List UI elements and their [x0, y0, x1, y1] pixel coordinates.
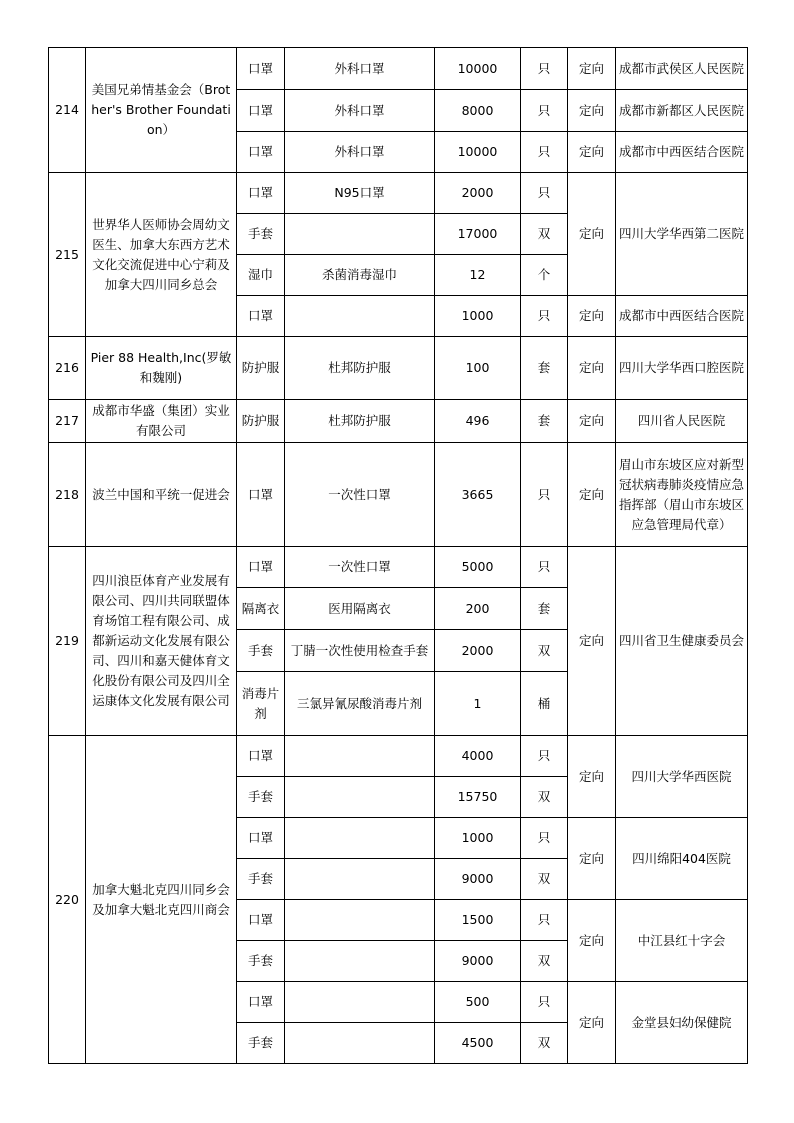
cell-quantity: 2000 [435, 630, 521, 672]
cell-donor: 成都市华盛（集团）实业有限公司 [86, 400, 237, 443]
cell-unit: 套 [521, 588, 568, 630]
cell-method: 定向 [568, 296, 616, 337]
cell-item-name [285, 777, 435, 818]
cell-unit: 套 [521, 400, 568, 443]
cell-recipient: 四川省卫生健康委员会 [616, 547, 748, 736]
cell-recipient: 四川绵阳404医院 [616, 818, 748, 900]
cell-recipient: 四川大学华西医院 [616, 736, 748, 818]
cell-unit: 双 [521, 214, 568, 255]
cell-no: 219 [49, 547, 86, 736]
cell-item-name [285, 859, 435, 900]
cell-unit: 双 [521, 859, 568, 900]
cell-recipient: 眉山市东坡区应对新型冠状病毒肺炎疫情应急指挥部（眉山市东坡区应急管理局代章） [616, 443, 748, 547]
cell-recipient: 金堂县妇幼保健院 [616, 982, 748, 1064]
cell-unit: 桶 [521, 672, 568, 736]
cell-item-name: 三氯异氰尿酸消毒片剂 [285, 672, 435, 736]
cell-unit: 只 [521, 132, 568, 173]
cell-unit: 双 [521, 777, 568, 818]
cell-quantity: 2000 [435, 173, 521, 214]
cell-quantity: 1000 [435, 818, 521, 859]
cell-unit: 只 [521, 982, 568, 1023]
cell-quantity: 1000 [435, 296, 521, 337]
cell-category: 口罩 [237, 900, 285, 941]
donation-table [48, 47, 748, 1064]
table-row [49, 736, 748, 777]
cell-method: 定向 [568, 400, 616, 443]
cell-method: 定向 [568, 443, 616, 547]
cell-item-name [285, 736, 435, 777]
cell-item-name: 杀菌消毒湿巾 [285, 255, 435, 296]
cell-unit: 只 [521, 173, 568, 214]
cell-category: 手套 [237, 941, 285, 982]
cell-recipient: 四川大学华西第二医院 [616, 173, 748, 296]
cell-no: 217 [49, 400, 86, 443]
cell-item-name [285, 296, 435, 337]
cell-unit: 只 [521, 900, 568, 941]
cell-item-name [285, 900, 435, 941]
cell-quantity: 5000 [435, 547, 521, 588]
table-row [49, 443, 748, 547]
cell-category: 口罩 [237, 736, 285, 777]
cell-method: 定向 [568, 173, 616, 296]
cell-donor: 美国兄弟情基金会（Brother's Brother Foundation） [86, 48, 237, 173]
cell-quantity: 10000 [435, 132, 521, 173]
cell-item-name: 丁腈一次性使用检查手套 [285, 630, 435, 672]
cell-unit: 只 [521, 90, 568, 132]
cell-unit: 只 [521, 547, 568, 588]
cell-quantity: 4000 [435, 736, 521, 777]
cell-category: 湿巾 [237, 255, 285, 296]
cell-item-name: N95口罩 [285, 173, 435, 214]
cell-category: 手套 [237, 1023, 285, 1064]
cell-item-name [285, 1023, 435, 1064]
cell-category: 口罩 [237, 982, 285, 1023]
cell-category: 口罩 [237, 48, 285, 90]
cell-category: 手套 [237, 859, 285, 900]
cell-quantity: 15750 [435, 777, 521, 818]
cell-item-name: 外科口罩 [285, 48, 435, 90]
cell-category: 隔离衣 [237, 588, 285, 630]
cell-category: 防护服 [237, 400, 285, 443]
cell-no: 214 [49, 48, 86, 173]
cell-quantity: 10000 [435, 48, 521, 90]
cell-recipient: 成都市中西医结合医院 [616, 132, 748, 173]
cell-no: 218 [49, 443, 86, 547]
cell-quantity: 3665 [435, 443, 521, 547]
cell-unit: 只 [521, 443, 568, 547]
cell-unit: 只 [521, 48, 568, 90]
cell-item-name [285, 941, 435, 982]
cell-item-name: 外科口罩 [285, 132, 435, 173]
cell-item-name: 外科口罩 [285, 90, 435, 132]
cell-method: 定向 [568, 48, 616, 90]
cell-method: 定向 [568, 818, 616, 900]
cell-item-name [285, 982, 435, 1023]
cell-category: 口罩 [237, 818, 285, 859]
cell-item-name: 杜邦防护服 [285, 400, 435, 443]
cell-category: 口罩 [237, 296, 285, 337]
cell-method: 定向 [568, 337, 616, 400]
cell-donor: 加拿大魁北克四川同乡会及加拿大魁北克四川商会 [86, 736, 237, 1064]
cell-method: 定向 [568, 982, 616, 1064]
cell-unit: 双 [521, 630, 568, 672]
cell-unit: 只 [521, 296, 568, 337]
cell-category: 口罩 [237, 547, 285, 588]
cell-item-name: 医用隔离衣 [285, 588, 435, 630]
cell-method: 定向 [568, 90, 616, 132]
table-row [49, 547, 748, 588]
cell-quantity: 8000 [435, 90, 521, 132]
cell-item-name: 一次性口罩 [285, 547, 435, 588]
cell-category: 手套 [237, 214, 285, 255]
table-body [49, 48, 748, 1064]
cell-item-name: 一次性口罩 [285, 443, 435, 547]
table-row [49, 48, 748, 90]
table-row [49, 173, 748, 214]
cell-method: 定向 [568, 900, 616, 982]
cell-category: 口罩 [237, 443, 285, 547]
cell-no: 215 [49, 173, 86, 337]
cell-recipient: 成都市新都区人民医院 [616, 90, 748, 132]
cell-donor: Pier 88 Health,Inc(罗敏和魏刚) [86, 337, 237, 400]
cell-category: 手套 [237, 777, 285, 818]
cell-category: 口罩 [237, 173, 285, 214]
cell-quantity: 1500 [435, 900, 521, 941]
cell-donor: 四川浪臣体育产业发展有限公司、四川共同联盟体育场馆工程有限公司、成都新运动文化发展有限公司、四川和嘉天健体育文化股份有限公司及四川全运康体文化发展有限公司 [86, 547, 237, 736]
cell-category: 口罩 [237, 90, 285, 132]
cell-unit: 双 [521, 1023, 568, 1064]
cell-category: 消毒片剂 [237, 672, 285, 736]
cell-recipient: 成都市中西医结合医院 [616, 296, 748, 337]
table-row [49, 400, 748, 443]
cell-quantity: 9000 [435, 859, 521, 900]
cell-quantity: 496 [435, 400, 521, 443]
cell-no: 216 [49, 337, 86, 400]
cell-unit: 只 [521, 736, 568, 777]
cell-unit: 个 [521, 255, 568, 296]
cell-quantity: 1 [435, 672, 521, 736]
cell-category: 手套 [237, 630, 285, 672]
cell-method: 定向 [568, 132, 616, 173]
cell-donor: 波兰中国和平统一促进会 [86, 443, 237, 547]
cell-item-name: 杜邦防护服 [285, 337, 435, 400]
cell-unit: 只 [521, 818, 568, 859]
cell-method: 定向 [568, 547, 616, 736]
cell-recipient: 四川省人民医院 [616, 400, 748, 443]
cell-donor: 世界华人医师协会周幼文医生、加拿大东西方艺术文化交流促进中心宁莉及加拿大四川同乡总会 [86, 173, 237, 337]
cell-category: 口罩 [237, 132, 285, 173]
cell-quantity: 500 [435, 982, 521, 1023]
cell-recipient: 四川大学华西口腔医院 [616, 337, 748, 400]
cell-item-name [285, 214, 435, 255]
cell-quantity: 4500 [435, 1023, 521, 1064]
cell-no: 220 [49, 736, 86, 1064]
table-row [49, 337, 748, 400]
cell-unit: 套 [521, 337, 568, 400]
cell-recipient: 中江县红十字会 [616, 900, 748, 982]
cell-quantity: 100 [435, 337, 521, 400]
cell-category: 防护服 [237, 337, 285, 400]
cell-method: 定向 [568, 736, 616, 818]
cell-unit: 双 [521, 941, 568, 982]
cell-quantity: 200 [435, 588, 521, 630]
cell-quantity: 9000 [435, 941, 521, 982]
cell-quantity: 17000 [435, 214, 521, 255]
cell-recipient: 成都市武侯区人民医院 [616, 48, 748, 90]
cell-item-name [285, 818, 435, 859]
cell-quantity: 12 [435, 255, 521, 296]
